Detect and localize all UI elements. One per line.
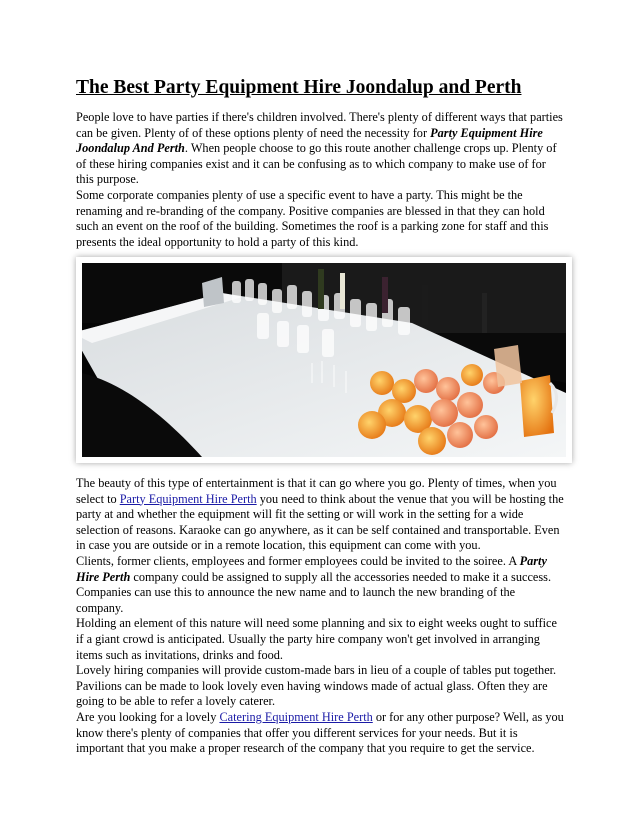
paragraph: Lovely hiring companies will provide custom-made bars in lieu of a couple of tables put together. Pavilions can be made to look lovely even having windows made of actual glass. Often they are going to be able to refer a lovely caterer. (76, 663, 557, 709)
paragraph: People love to have parties if there's children involved. There's plenty of different ways that parties can be given. Plenty of of these options plenty of need the necessity for Party Equipment Hire Joondalup And Perth. When people choose to go this route another challenge crops up. Plenty of of these hiring companies exist and it can be confusing as to which company to make use of for this purpose. (76, 110, 563, 187)
bold-keyword: Party Hire Perth (76, 553, 547, 584)
catering-equipment-hire-link[interactable]: Catering Equipment Hire Perth (219, 709, 373, 724)
buffet-glassware-image (82, 263, 566, 457)
intro-section (76, 110, 564, 250)
paragraph: Holding an element of this nature will need some planning and six to eight weeks ought to suffice if a giant crowd is anticipated. Usually the party hire company won't get involved in arranging items such as invitations, drinks and food. (76, 616, 557, 662)
main-section (76, 476, 564, 757)
paragraph: The beauty of this type of entertainment is that it can go where you go. Plenty of times, when you select to Party Equipment Hire Perth you need to think about the venue that you will be hosting the party at and whether the equipment will fit the setting or will work in the setting for a wide selection of reasons. Karaoke can go anywhere, as it can be self contained and transportable. Even in case you are outside or in a remote location, this equipment can come with you. (76, 476, 564, 553)
paragraph: Clients, former clients, employees and former employees could be invited to the soiree. A Party Hire Perth company could be assigned to supply all the accessories needed to make it a success. Companies can use this to announce the new name and to launch the new branding of the company. (76, 553, 552, 615)
paragraph: Some corporate companies plenty of use a specific event to have a party. This might be the renaming and re-branding of the company. Positive companies are blessed in that they can hold such an event on the roof of the building. Sometimes the roof is a parking zone for staff and this presents the ideal opportunity to hold a party of this kind. (76, 187, 549, 249)
party-photo (76, 257, 572, 463)
bold-keyword: Party Equipment Hire Joondalup And Perth (76, 125, 543, 156)
paragraph: Are you looking for a lovely Catering Equipment Hire Perth or for any other purpose? Well, as you know there's plenty of companies that offer you different services for your needs. But it is important that you make a proper research of the company that you require to get the service. (76, 709, 564, 756)
page-title: The Best Party Equipment Hire Joondalup and Perth (76, 77, 522, 98)
party-equipment-hire-link[interactable]: Party Equipment Hire Perth (119, 491, 257, 506)
